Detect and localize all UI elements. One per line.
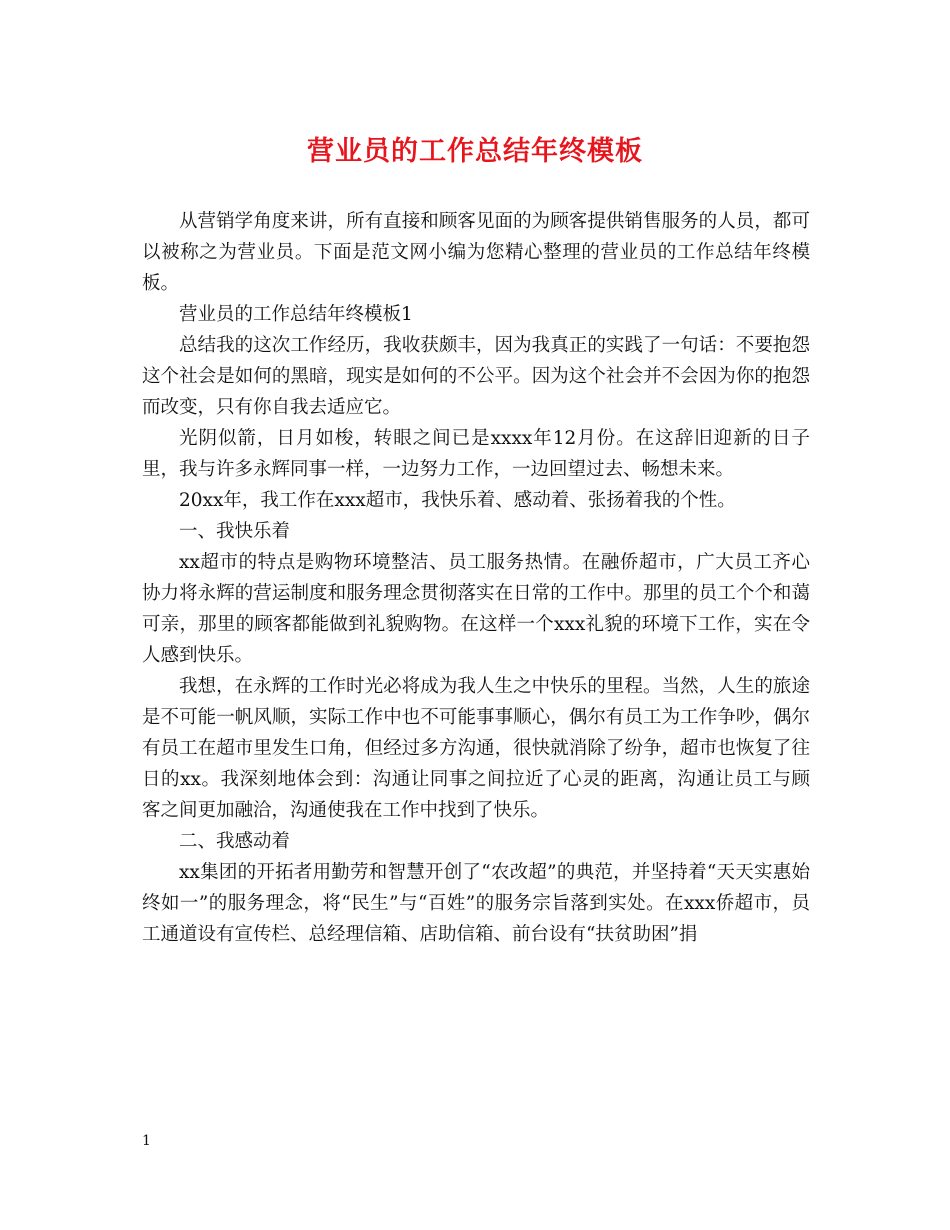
- document-body: [142, 206, 810, 950]
- document-title: 营业员的工作总结年终模板: [307, 136, 643, 167]
- paragraph: 我想，在永辉的工作时光必将成为我人生之中快乐的里程。当然，人生的旅途是不可能一帆风顺，实际工作中也不可能事事顺心，偶尔有员工为工作争吵，偶尔有员工在超市里发生口角，但经过多方沟通，很快就消除了纷争，超市也恢复了往日的xx。我深刻地体会到：沟通让同事之间拉近了心灵的距离，沟通让员工与顾客之间更加融洽，沟通使我在工作中找到了快乐。: [142, 676, 810, 821]
- paragraph-intro: 从营销学角度来讲，所有直接和顾客见面的为顾客提供销售服务的人员，都可以被称之为营业员。下面是范文网小编为您精心整理的营业员的工作总结年终模板。: [142, 211, 810, 294]
- paragraph: 20xx年，我工作在xxx超市，我快乐着、感动着、张扬着我的个性。: [179, 490, 736, 511]
- paragraph: xx超市的特点是购物环境整洁、员工服务热情。在融侨超市，广大员工齐心协力将永辉的营运制度和服务理念贯彻落实在日常的工作中。那里的员工个个和蔼可亲，那里的顾客都能做到礼貌购物。在这样一个xxx礼貌的环境下工作，实在令人感到快乐。: [142, 552, 810, 666]
- paragraph-section-heading: 营业员的工作总结年终模板1: [179, 304, 413, 325]
- paragraph-subheading: 二、我感动着: [179, 831, 291, 852]
- paragraph: 光阴似箭，日月如梭，转眼之间已是xxxx年12月份。在这辞旧迎新的日子里，我与许多永辉同事一样，一边努力工作，一边回望过去、畅想未来。: [142, 428, 810, 480]
- paragraph-subheading: 一、我快乐着: [179, 521, 291, 542]
- paragraph: 总结我的这次工作经历，我收获颇丰，因为我真正的实践了一句话：不要抱怨这个社会是如何的黑暗，现实是如何的不公平。因为这个社会并不会因为你的抱怨而改变，只有你自我去适应它。: [142, 335, 810, 418]
- paragraph: xx集团的开拓者用勤劳和智慧开创了“农改超”的典范，并坚持着“天天实惠始终如一”的服务理念，将“民生”与“百姓”的服务宗旨落到实处。在xxx侨超市，员工通道设有宣传栏、总经理信箱、店助信箱、前台设有“扶贫助困”捐: [142, 862, 810, 945]
- page-number: 1: [142, 1133, 151, 1149]
